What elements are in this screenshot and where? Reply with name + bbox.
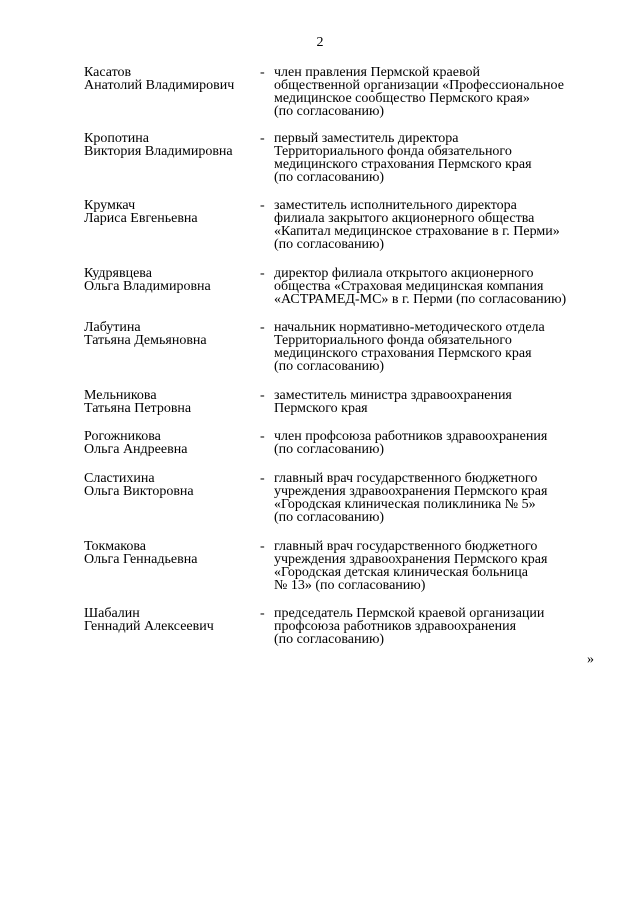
member-name	[84, 321, 254, 347]
closing-quote-mark: »	[587, 652, 594, 667]
dash-separator: -	[260, 266, 265, 281]
member-given-names: Ольга Владимировна	[84, 279, 211, 294]
member-given-names: Виктория Владимировна	[84, 144, 233, 159]
position-line: № 13» (по согласованию)	[274, 578, 426, 593]
member-surname: Кропотина	[84, 131, 149, 146]
position-line: учреждения здравоохранения Пермского края	[274, 552, 548, 567]
member-name	[84, 540, 254, 566]
dash-separator: -	[260, 65, 265, 80]
position-line: медицинского страхования Пермского края	[274, 346, 532, 361]
position-line: филиала закрытого акционерного общества	[274, 211, 535, 226]
dash-separator: -	[260, 606, 265, 621]
position-line: (по согласованию)	[274, 510, 385, 525]
dash-separator: -	[260, 198, 265, 213]
position-line: медицинское сообщество Пермского края»	[274, 91, 530, 106]
position-line: профсоюза работников здравоохранения	[274, 619, 517, 634]
position-line: общества «Страховая медицинская компания	[274, 279, 544, 294]
position-line: «АСТРАМЕД-МС» в г. Перми (по согласованию)	[274, 292, 567, 307]
dash-separator: -	[260, 320, 265, 335]
member-surname: Касатов	[84, 65, 132, 80]
member-given-names: Ольга Викторовна	[84, 484, 194, 499]
position-line: начальник нормативно-методического отдела	[274, 320, 545, 335]
member-name	[84, 199, 254, 225]
member-position	[274, 66, 594, 118]
member-surname: Кудрявцева	[84, 266, 152, 281]
position-line: директор филиала открытого акционерного	[274, 266, 534, 281]
member-position	[274, 430, 594, 456]
position-line: Пермского края	[274, 401, 368, 416]
member-name	[84, 472, 254, 498]
position-line: «Капитал медицинское страхование в г. Перми»	[274, 224, 560, 239]
member-given-names: Татьяна Петровна	[84, 401, 192, 416]
member-surname: Токмакова	[84, 539, 147, 554]
position-line: (по согласованию)	[274, 170, 385, 185]
member-given-names: Геннадий Алексеевич	[84, 619, 214, 634]
position-line: (по согласованию)	[274, 442, 385, 457]
member-position	[274, 540, 594, 592]
position-line: (по согласованию)	[274, 104, 385, 119]
member-position	[274, 199, 594, 251]
member-position	[274, 267, 594, 306]
dash-separator: -	[260, 429, 265, 444]
member-surname: Крумкач	[84, 198, 136, 213]
member-position	[274, 389, 594, 415]
member-surname: Мельникова	[84, 388, 157, 403]
position-line: медицинского страхования Пермского края	[274, 157, 532, 172]
position-line: учреждения здравоохранения Пермского края	[274, 484, 548, 499]
member-name	[84, 430, 254, 456]
member-surname: Шабалин	[84, 606, 140, 621]
member-name	[84, 132, 254, 158]
position-line: заместитель министра здравоохранения	[274, 388, 512, 403]
position-line: (по согласованию)	[274, 632, 385, 647]
dash-separator: -	[260, 131, 265, 146]
page-number: 2	[316, 35, 324, 50]
member-surname: Рогожникова	[84, 429, 161, 444]
position-line: «Городская детская клиническая больница	[274, 565, 528, 580]
member-given-names: Лариса Евгеньевна	[84, 211, 198, 226]
position-line: (по согласованию)	[274, 359, 385, 374]
position-line: общественной организации «Профессиональное	[274, 78, 564, 93]
position-line: Территориального фонда обязательного	[274, 333, 512, 348]
member-position	[274, 607, 594, 646]
position-line: член профсоюза работников здравоохранения	[274, 429, 548, 444]
member-surname: Сластихина	[84, 471, 155, 486]
member-name	[84, 389, 254, 415]
member-given-names: Ольга Андреевна	[84, 442, 188, 457]
position-line: член правления Пермской краевой	[274, 65, 480, 80]
member-position	[274, 132, 594, 184]
member-name	[84, 267, 254, 293]
member-name	[84, 607, 254, 633]
dash-separator: -	[260, 471, 265, 486]
position-line: заместитель исполнительного директора	[274, 198, 517, 213]
member-given-names: Ольга Геннадьевна	[84, 552, 198, 567]
position-line: главный врач государственного бюджетного	[274, 471, 538, 486]
position-line: первый заместитель директора	[274, 131, 459, 146]
member-position	[274, 321, 594, 373]
dash-separator: -	[260, 388, 265, 403]
position-line: главный врач государственного бюджетного	[274, 539, 538, 554]
position-line: Территориального фонда обязательного	[274, 144, 512, 159]
member-surname: Лабутина	[84, 320, 141, 335]
member-given-names: Анатолий Владимирович	[84, 78, 235, 93]
member-position	[274, 472, 594, 524]
position-line: (по согласованию)	[274, 237, 385, 252]
position-line: «Городская клиническая поликлиника № 5»	[274, 497, 536, 512]
member-given-names: Татьяна Демьяновна	[84, 333, 207, 348]
position-line: председатель Пермской краевой организации	[274, 606, 545, 621]
member-name	[84, 66, 254, 92]
dash-separator: -	[260, 539, 265, 554]
